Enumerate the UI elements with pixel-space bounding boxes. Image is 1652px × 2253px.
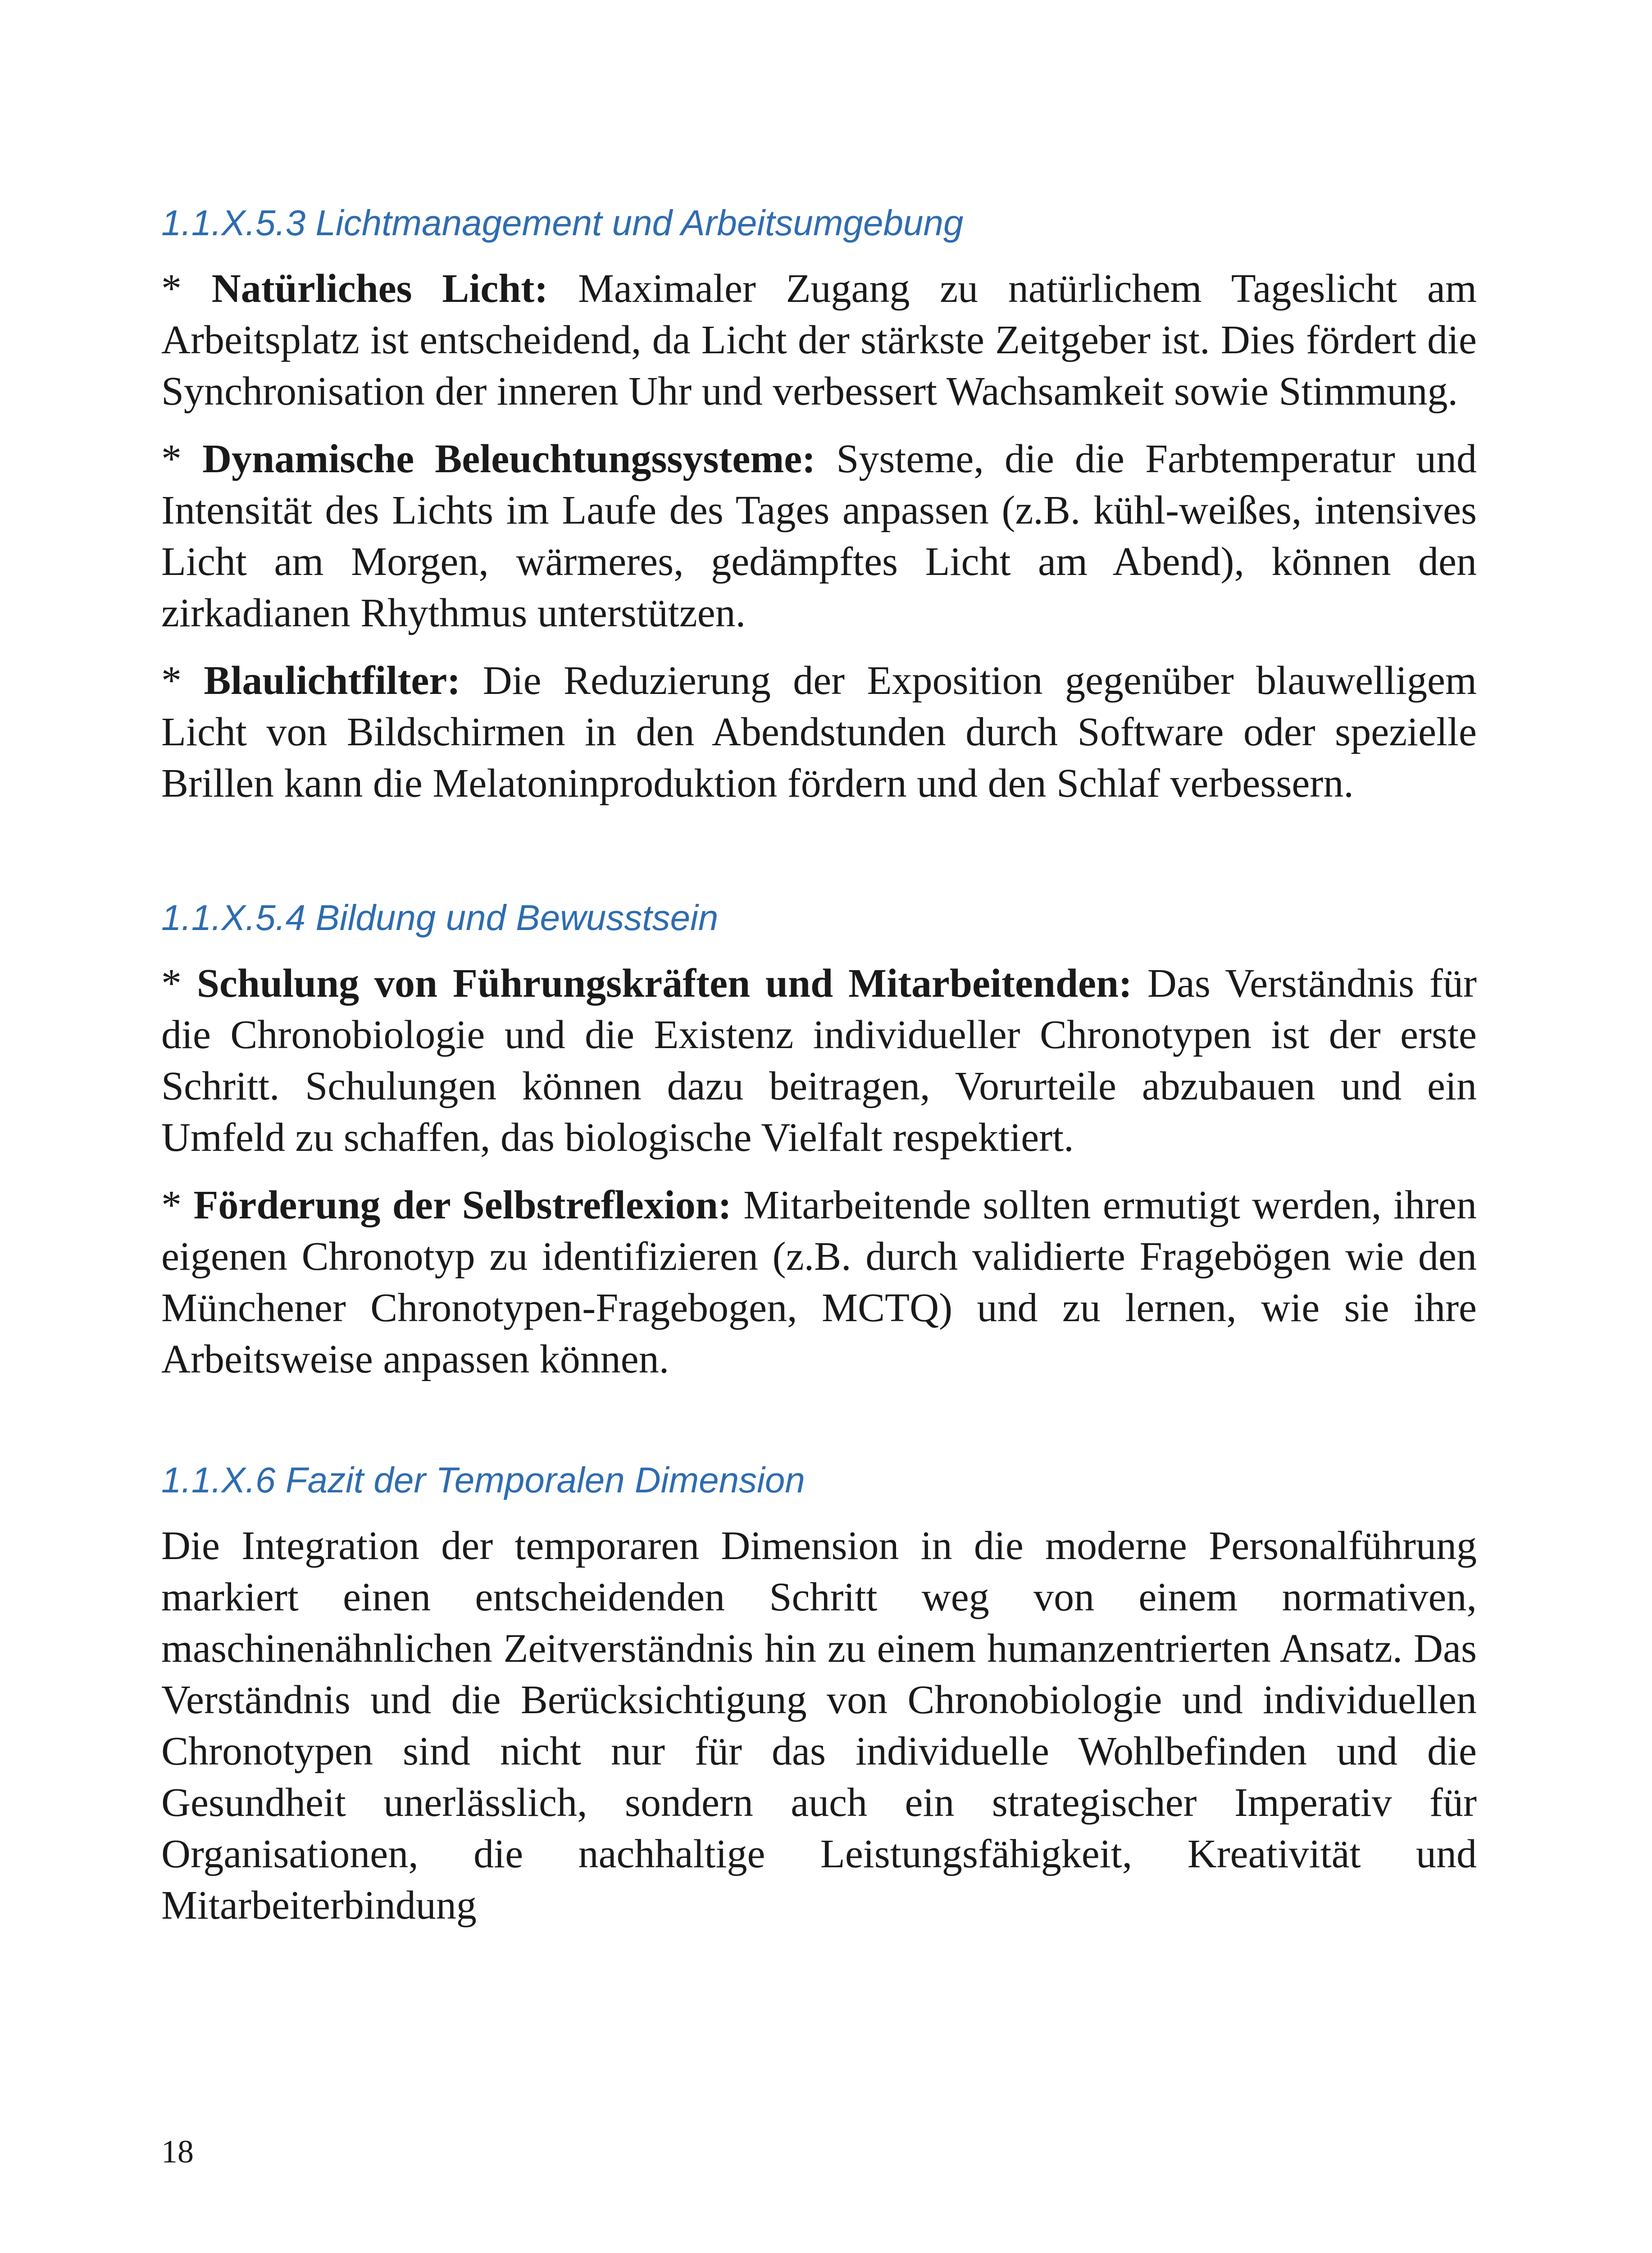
bullet-marker: * (161, 658, 204, 703)
list-item (161, 958, 1477, 1163)
item-term: Blaulichtfilter: (204, 658, 461, 703)
bullet-marker: * (161, 961, 197, 1006)
item-text: Die Reduzierung der Exposition gegenüber blauwelligem Licht von Bildschirmen in den Abendstunden durch Software oder spezielle Brillen kann die Melatoninproduktion fördern und den Schlaf verbessern. (161, 658, 1477, 806)
item-text: Systeme, die die Farbtemperatur und Intensität des Lichts im Laufe des Tages anpassen (z.B. kühl-weißes, intensives Licht am Morgen, wärmeres, gedämpftes Licht am Abend), können den zirkadianen Rhythmus unterstützen. (161, 437, 1477, 635)
body-paragraph: Die Integration der temporaren Dimension in die moderne Personalführung markiert einen entscheidenden Schritt weg von einem normativen, maschinenähnlichen Zeitverständnis hin zu einem humanzentrierten Ansatz. Das Verständnis und die Berücksichtigung von Chronobiologie und individuellen Chronotypen sind nicht nur für das individuelle Wohlbefinden und die Gesundheit unerlässlich, sondern auch ein strategischer Imperativ für Organisationen, die nachhaltige Leistungsfähigkeit, Kreativität und Mitarbeiterbindung (161, 1523, 1477, 1928)
section-heading-fazit: 1.1.X.6 Fazit der Temporalen Dimension (161, 1460, 805, 1500)
list-item (161, 433, 1477, 639)
item-text: Das Verständnis für die Chronobiologie und die Existenz individueller Chronotypen ist der erste Schritt. Schulungen können dazu beitragen, Vorurteile abzubauen und ein Umfeld zu schaffen, das biologische Vielfalt respektiert. (161, 961, 1477, 1160)
item-text: Mitarbeitende sollten ermutigt werden, ihren eigenen Chronotyp zu identifizieren (z.B. durch validierte Fragebögen wie den Münchener Chronotypen-Fragebogen, MCTQ) und zu lernen, wie sie ihre Arbeitsweise anpassen können. (161, 1183, 1477, 1382)
section-heading-bildung: 1.1.X.5.4 Bildung und Bewusstsein (161, 898, 719, 938)
list-item (161, 655, 1477, 809)
list-item (161, 263, 1477, 417)
section-spacer (161, 825, 1477, 893)
bullet-marker: * (161, 1183, 194, 1227)
bullet-marker: * (161, 437, 203, 481)
page-content (161, 198, 1477, 1947)
bullet-marker: * (161, 266, 212, 311)
item-term: Förderung der Selbstreflexion: (193, 1183, 732, 1227)
page-number: 18 (161, 2134, 194, 2170)
section-spacer (161, 1401, 1477, 1455)
section-heading-lichtmanagement: 1.1.X.5.3 Lichtmanagement und Arbeitsumgebung (161, 203, 964, 243)
list-item (161, 1180, 1477, 1385)
item-term: Schulung von Führungskräften und Mitarbeitenden: (196, 961, 1133, 1006)
item-term: Dynamische Beleuchtungssysteme: (202, 437, 816, 481)
item-term: Natürliches Licht: (211, 266, 548, 311)
item-text: Maximaler Zugang zu natürlichem Tageslicht am Arbeitsplatz ist entscheidend, da Licht der stärkste Zeitgeber ist. Dies fördert die Synchronisation der inneren Uhr und verbessert Wachsamkeit sowie Stimmung. (161, 266, 1477, 414)
